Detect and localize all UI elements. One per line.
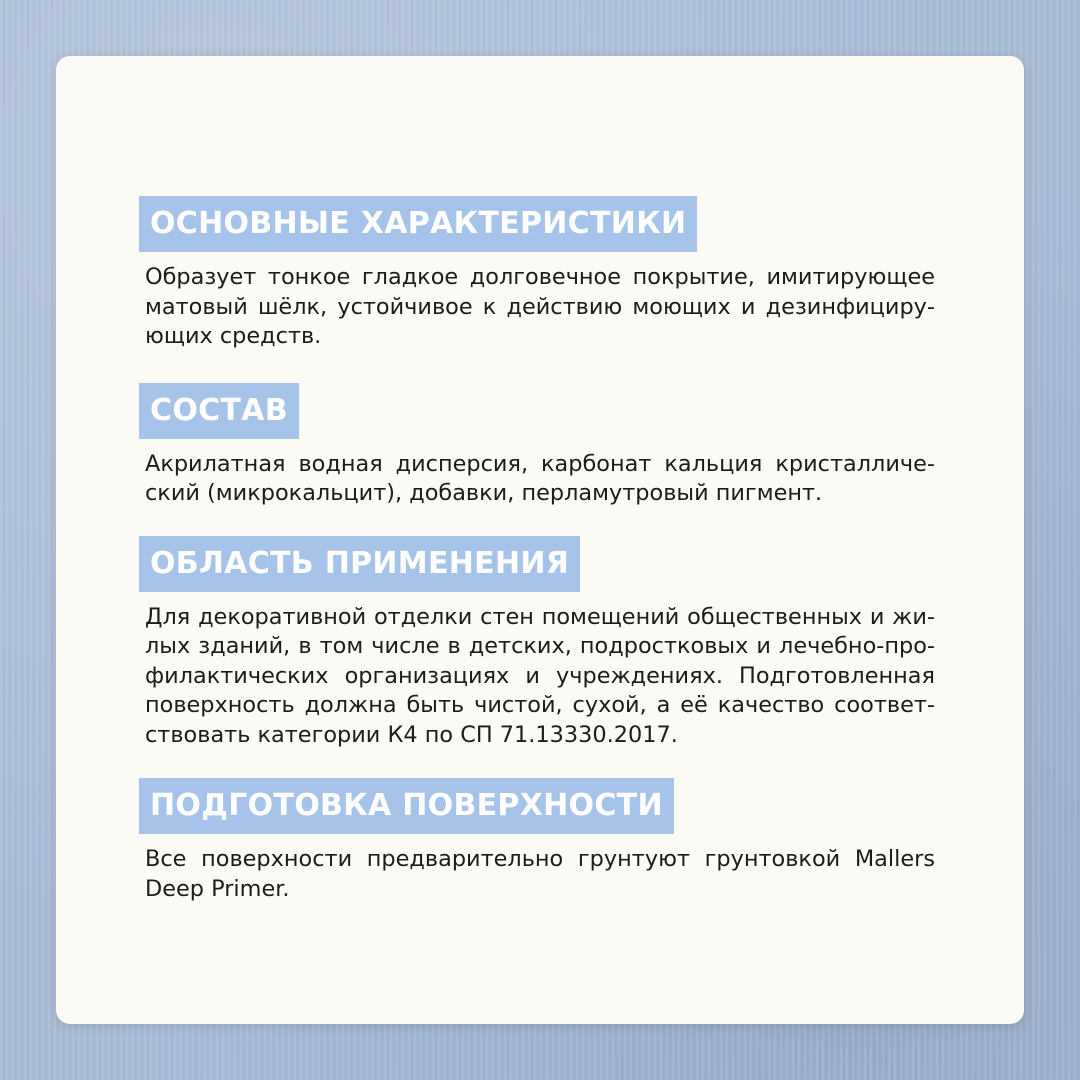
section-surface-preparation [139, 778, 936, 904]
card-content [139, 196, 936, 904]
info-card [56, 56, 1024, 1024]
section-heading: ОСНОВНЫЕ ХАРАКТЕРИСТИКИ [139, 196, 697, 252]
section-heading: ПОДГОТОВКА ПОВЕРХНОСТИ [139, 778, 674, 834]
section-text: Все поверхности предварительно грунтуют грунтовкой Mallers Deep Primer. [145, 846, 935, 902]
section-heading: СОСТАВ [139, 383, 299, 439]
section-text: Акрилатная водная дисперсия, карбонат кальция кристаллический (микрокальцит), добавки, перламутровый пигмент. [145, 450, 935, 506]
section-composition [139, 383, 936, 509]
section-heading: ОБЛАСТЬ ПРИМЕНЕНИЯ [139, 536, 580, 592]
section-main-characteristics [139, 196, 936, 352]
section-application-area [139, 536, 936, 751]
section-text: Образует тонкое гладкое долговечное покрытие, имитирующее матовый шёлк, устойчивое к действию моющих и дезинфицирующих средств. [145, 264, 935, 349]
section-text: Для декоративной отделки стен помещений общественных и жилых зданий, в том числе в детских, подростковых и лечебно-профилактических организациях и учреждениях. Подготовленная поверхность должна быть чистой, сухой, а её качество соответствовать категории К4 по СП 71.13330.2017. [145, 603, 935, 748]
